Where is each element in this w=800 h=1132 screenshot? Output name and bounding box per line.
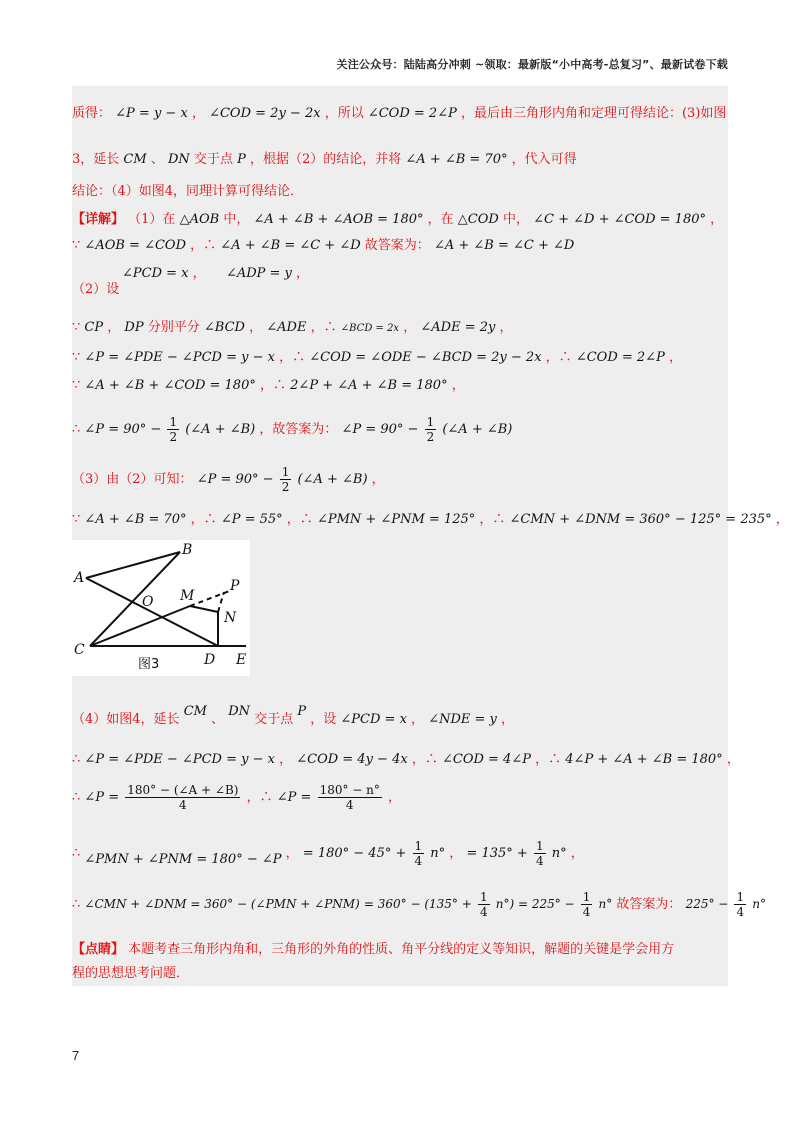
text: ，最后由三角形内角和定理可得结论：(3)如图 [460, 106, 727, 121]
formula: 4∠P + ∠A + ∠B = 180° [565, 752, 723, 767]
formula: 225° − [685, 897, 729, 911]
formula: DP [124, 320, 144, 335]
text: ， [499, 320, 513, 335]
solution-line [72, 940, 674, 960]
solution-line [72, 836, 584, 878]
fraction-numerator: 1 [426, 415, 435, 429]
solution-line [72, 348, 682, 368]
text: ， [296, 266, 310, 281]
formula: ∠PCD = x [340, 712, 407, 727]
text: ∴ [72, 846, 81, 861]
point-label-O: O [142, 594, 154, 610]
text: 3，延长 [72, 152, 120, 167]
solution-line [72, 236, 574, 256]
text: ∵ [72, 512, 81, 527]
fraction-numerator: 1 [479, 890, 488, 904]
formula: ∠PMN + ∠PNM = 125° [316, 512, 476, 527]
fraction-denominator: 4 [345, 798, 354, 812]
text: ，根据（2）的结论，并将 [249, 152, 402, 167]
text: ， [449, 846, 463, 861]
formula: CP [84, 320, 104, 335]
formula: ∠ADE [266, 320, 307, 335]
text: 分别平分 [147, 320, 200, 335]
solution-line [72, 750, 740, 770]
formula: = 135° + [466, 846, 528, 861]
fraction-denominator: 2 [426, 430, 435, 444]
formula: DN [167, 152, 190, 167]
text: 程的思想思考问题． [72, 966, 190, 981]
text: ，设 [310, 712, 337, 727]
section-label: 【详解】 [72, 212, 125, 227]
formula: P [237, 152, 246, 167]
formula: ∠P = ∠PDE − ∠PCD = y − x [84, 752, 275, 767]
formula: n° [551, 846, 567, 861]
text: ，∴ [246, 790, 273, 805]
text: ，∴ [190, 512, 217, 527]
text: ，∴ [411, 752, 438, 767]
formula: n° [598, 897, 613, 911]
formula: ∠P = [276, 790, 312, 805]
text: ，∴ [479, 512, 506, 527]
text: ，∴ [545, 350, 572, 365]
fraction [280, 465, 292, 494]
text: ， [451, 378, 465, 393]
fraction-numerator: 1 [582, 890, 591, 904]
solution-line [72, 702, 514, 730]
point-label-E: E [236, 652, 247, 668]
text: ， [285, 846, 299, 861]
text: ， [107, 320, 121, 335]
solution-line [72, 462, 385, 498]
text: 故答案为： [616, 897, 682, 912]
solution-line [72, 182, 303, 202]
text: ， [726, 752, 740, 767]
fraction-numerator: 1 [169, 415, 178, 429]
formula: ∠COD = 2∠P [575, 350, 665, 365]
text: ∴ [72, 790, 81, 805]
text: （1）在 [128, 212, 176, 227]
text: ∵ [72, 320, 81, 335]
text: ，∴ [535, 752, 562, 767]
page-header: 关注公众号：陆陆高分冲刺 ~领取：最新版“小中高考-总复习”、最新试卷下载 [336, 58, 728, 71]
formula: ∠PCD = x [122, 266, 189, 281]
fraction-numerator: 1 [414, 839, 423, 853]
text: ∵ [72, 378, 81, 393]
text: 交于点 [193, 152, 233, 167]
formula: ∠A + ∠B = 70° [84, 512, 187, 527]
solution-line [72, 280, 119, 300]
text: ，∴ [286, 512, 313, 527]
formula: 2∠P + ∠A + ∠B = 180° [290, 378, 448, 393]
formula: ∠C + ∠D + ∠COD = 180° [533, 212, 706, 227]
fraction [125, 783, 240, 812]
formula: P [297, 704, 307, 719]
text: 中， [223, 212, 250, 227]
formula: ∠A + ∠B + ∠COD = 180° [84, 378, 256, 393]
formula: ∠ADE = 2y [420, 320, 496, 335]
solution-line [72, 886, 766, 923]
text: 本题考查三角形内角和，三角形的外角的性质、角平分线的定义等知识，解题的关键是学会用方 [128, 942, 675, 957]
formula: ∠COD = ∠ODE − ∠BCD = 2y − 2x [309, 350, 542, 365]
text: ∵ [72, 350, 81, 365]
text: ， [403, 320, 417, 335]
formula: (∠A + ∠B) [297, 472, 368, 487]
formula: ∠COD = 4y − 4x [296, 752, 408, 767]
point-label-A: A [74, 570, 85, 586]
segment-AB [86, 552, 180, 578]
formula: ∠COD = 4∠P [441, 752, 531, 767]
text: ， [249, 320, 263, 335]
text: ，代入可得 [511, 152, 577, 167]
fraction-numerator: 180° − n° [319, 783, 380, 797]
text: 、 [211, 712, 225, 727]
text: ∴ [72, 752, 81, 767]
point-label-B: B [182, 542, 193, 558]
fraction-denominator: 4 [179, 798, 187, 812]
text: 结论：（4）如图4，同理计算可得结论． [72, 184, 304, 199]
formula: ∠COD = 2∠P [367, 106, 457, 121]
segment-CM [90, 606, 190, 646]
segment-MN [190, 606, 218, 612]
formula: ∠BCD [203, 320, 245, 335]
solution-line [122, 264, 309, 284]
fraction [413, 839, 425, 868]
solution-content [72, 86, 789, 986]
formula: ∠A + ∠B = 70° [405, 152, 508, 167]
solution-line [72, 780, 401, 816]
solution-line [72, 210, 723, 230]
text: ， [279, 752, 293, 767]
text: （2）设 [72, 282, 120, 297]
fraction [425, 415, 437, 444]
text: 、 [150, 152, 164, 167]
formula: ∠P = ∠PDE − ∠PCD = y − x [84, 350, 275, 365]
solution-line [72, 510, 789, 530]
fraction [167, 415, 179, 444]
formula: n°) = 225° − [495, 897, 575, 911]
text: ∴ [72, 897, 81, 912]
text: ，∴ [279, 350, 306, 365]
formula: ∠CMN + ∠DNM = 360° − (∠PMN + ∠PNM) [84, 897, 360, 911]
fraction-denominator: 4 [479, 905, 488, 919]
formula: ∠BCD = 2x [340, 323, 400, 334]
formula: ∠ADP = y [225, 266, 292, 281]
formula: CM [183, 704, 207, 719]
segment-AD [86, 578, 218, 646]
point-label-P: P [230, 578, 240, 594]
formula: ∠COD = 2y − 2x [209, 106, 321, 121]
solution-line [72, 412, 512, 448]
geometry-figure [72, 540, 250, 676]
text: ， [501, 712, 515, 727]
point-label-C: C [74, 642, 85, 658]
formula: ∠NDE = y [428, 712, 497, 727]
formula: DN [228, 704, 251, 719]
text: ， [411, 712, 425, 727]
fraction-numerator: 1 [736, 890, 745, 904]
text: （4）如图4，延长 [72, 712, 180, 727]
fraction-numerator: 1 [535, 839, 544, 853]
solution-line [72, 104, 726, 124]
fraction [478, 890, 490, 919]
formula: ∠P = 55° [220, 512, 283, 527]
formula: ∠P = 90° − [84, 422, 162, 437]
fraction [318, 783, 382, 812]
segment-BC [90, 552, 180, 646]
formula: (∠A + ∠B) [442, 422, 513, 437]
formula: ∠P = 90° − [196, 472, 274, 487]
formula: = 360° − (135° + [363, 897, 472, 911]
fraction-denominator: 2 [169, 430, 178, 444]
formula: △AOB [179, 212, 220, 227]
formula: n° [752, 897, 766, 911]
text: 中， [502, 212, 529, 227]
text: ，∴ [260, 378, 287, 393]
formula: ∠PMN + ∠PNM = 180° − ∠P [84, 852, 282, 867]
fraction [534, 839, 546, 868]
formula: ∠P = y − x [115, 106, 188, 121]
formula: ∠A + ∠B = ∠C + ∠D [433, 238, 575, 253]
solution-line [72, 150, 577, 170]
fraction-denominator: 4 [736, 905, 745, 919]
text: ， [371, 472, 385, 487]
solution-line [72, 964, 189, 984]
section-label: 【点睛】 [72, 942, 125, 957]
formula: n° [430, 846, 446, 861]
text: ，所以 [324, 106, 364, 121]
text: （3）由（2）可知： [72, 472, 193, 487]
point-label-N: N [224, 610, 237, 626]
fraction-denominator: 2 [281, 480, 290, 494]
formula: = 180° − 45° + [302, 846, 407, 861]
text: 交于点 [254, 712, 294, 727]
text: ，∴ [310, 320, 337, 335]
fraction-denominator: 4 [582, 905, 591, 919]
point-label-M: M [180, 588, 195, 604]
point-label-D: D [204, 652, 216, 668]
fraction-numerator: 180° − (∠A + ∠B) [127, 783, 239, 797]
text: ， [192, 266, 206, 281]
formula: ∠CMN + ∠DNM = 360° − 125° = 235° [509, 512, 772, 527]
formula: (∠A + ∠B) [185, 422, 256, 437]
text: ， [668, 350, 682, 365]
fraction-denominator: 4 [535, 854, 544, 868]
figure-3-diagram [72, 540, 250, 676]
formula: △COD [457, 212, 499, 227]
text: ， [775, 512, 789, 527]
fraction [581, 890, 593, 919]
figure-caption: 图3 [138, 657, 160, 672]
formula: ∠P = 90° − [341, 422, 419, 437]
text: ，故答案为： [259, 422, 338, 437]
text: ， [388, 790, 402, 805]
solution-line [72, 318, 513, 339]
text: ， [570, 846, 584, 861]
formula: ∠P = [84, 790, 120, 805]
formula: CM [123, 152, 147, 167]
fraction-numerator: 1 [281, 465, 290, 479]
dashed-MP [190, 590, 232, 606]
page-number: 7 [72, 1048, 80, 1063]
formula: ∠AOB = ∠COD [84, 238, 186, 253]
text: 故答案为： [364, 238, 430, 253]
fraction-denominator: 4 [414, 854, 423, 868]
solution-line [72, 376, 465, 396]
text: 质得： [72, 106, 112, 121]
text: ∴ [72, 422, 81, 437]
formula: ∠A + ∠B + ∠AOB = 180° [253, 212, 424, 227]
text: ，在 [427, 212, 454, 227]
formula: ∠A + ∠B = ∠C + ∠D [220, 238, 361, 253]
text: ， [191, 106, 205, 121]
text: ∵ [72, 238, 81, 253]
fraction [734, 890, 746, 919]
text: ，∴ [190, 238, 217, 253]
text: ， [710, 212, 724, 227]
